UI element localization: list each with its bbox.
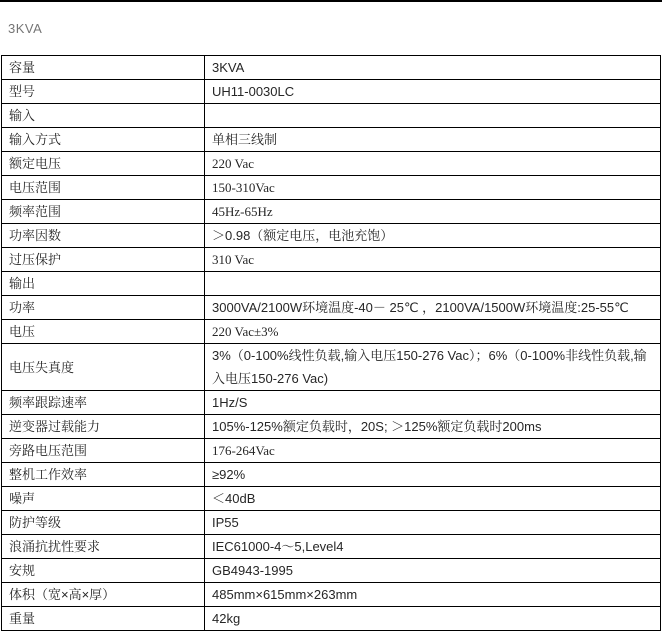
spec-value: IP55: [205, 511, 661, 535]
spec-value: 42kg: [205, 607, 661, 631]
table-row: [2, 128, 661, 152]
spec-value: [205, 104, 661, 128]
spec-label: 浪涌抗扰性要求: [2, 535, 205, 559]
spec-label: 输入方式: [2, 128, 205, 152]
table-row: [2, 559, 661, 583]
spec-label: 频率跟踪速率: [2, 391, 205, 415]
table-row: [2, 56, 661, 80]
spec-label: 体积（宽×高×厚）: [2, 583, 205, 607]
table-row: [2, 511, 661, 535]
table-row: [2, 439, 661, 463]
spec-value: 176-264Vac: [205, 439, 661, 463]
spec-label: 型号: [2, 80, 205, 104]
spec-value: 3%（0-100%线性负载,输入电压150-276 Vac）；6%（0-100%非线性负载,输入电压150-276 Vac): [205, 344, 661, 391]
spec-value: 310 Vac: [205, 248, 661, 272]
spec-value: 485mm×615mm×263mm: [205, 583, 661, 607]
table-row: [2, 248, 661, 272]
spec-value: 3KVA: [205, 56, 661, 80]
spec-value: 3000VA/2100W环境温度-40－ 25℃ ，2100VA/1500W环境温度:25-55℃: [205, 296, 661, 320]
spec-value: 单相三线制: [205, 128, 661, 152]
spec-label: 额定电压: [2, 152, 205, 176]
spec-label: 防护等级: [2, 511, 205, 535]
spec-value: ≥92%: [205, 463, 661, 487]
spec-label: 噪声: [2, 487, 205, 511]
table-row: [2, 104, 661, 128]
spec-value: 1Hz/S: [205, 391, 661, 415]
table-row: [2, 176, 661, 200]
table-row: [2, 296, 661, 320]
spec-label: 过压保护: [2, 248, 205, 272]
spec-label: 逆变器过载能力: [2, 415, 205, 439]
spec-value: 105%-125%额定负载时，20S; ＞125%额定负载时200ms: [205, 415, 661, 439]
spec-label: 电压失真度: [2, 344, 205, 391]
spec-label: 重量: [2, 607, 205, 631]
spec-value: ＜40dB: [205, 487, 661, 511]
table-row: [2, 272, 661, 296]
spec-value: [205, 272, 661, 296]
table-row: [2, 535, 661, 559]
spec-value: 220 Vac±3%: [205, 320, 661, 344]
table-row: [2, 487, 661, 511]
spec-label: 频率范围: [2, 200, 205, 224]
spec-value: GB4943-1995: [205, 559, 661, 583]
spec-label: 整机工作效率: [2, 463, 205, 487]
spec-label: 电压范围: [2, 176, 205, 200]
table-row: [2, 200, 661, 224]
table-row: [2, 320, 661, 344]
spec-label: 功率: [2, 296, 205, 320]
spec-value: 220 Vac: [205, 152, 661, 176]
table-row: [2, 224, 661, 248]
spec-value: ＞0.98（额定电压，电池充饱）: [205, 224, 661, 248]
table-row: [2, 463, 661, 487]
spec-label: 旁路电压范围: [2, 439, 205, 463]
spec-label: 电压: [2, 320, 205, 344]
top-divider: [0, 0, 662, 2]
table-row: [2, 391, 661, 415]
spec-label: 输出: [2, 272, 205, 296]
spec-table-body: [2, 56, 661, 631]
table-row: [2, 344, 661, 391]
spec-value: 150-310Vac: [205, 176, 661, 200]
spec-value: UH11-0030LC: [205, 80, 661, 104]
spec-label: 功率因数: [2, 224, 205, 248]
spec-label: 输入: [2, 104, 205, 128]
table-row: [2, 415, 661, 439]
table-row: [2, 583, 661, 607]
spec-label: 安规: [2, 559, 205, 583]
table-row: [2, 80, 661, 104]
table-row: [2, 152, 661, 176]
table-row: [2, 607, 661, 631]
spec-table: [1, 55, 661, 631]
spec-label: 容量: [2, 56, 205, 80]
page-title: 3KVA: [8, 21, 43, 36]
spec-value: 45Hz-65Hz: [205, 200, 661, 224]
spec-value: IEC61000-4～5,Level4: [205, 535, 661, 559]
